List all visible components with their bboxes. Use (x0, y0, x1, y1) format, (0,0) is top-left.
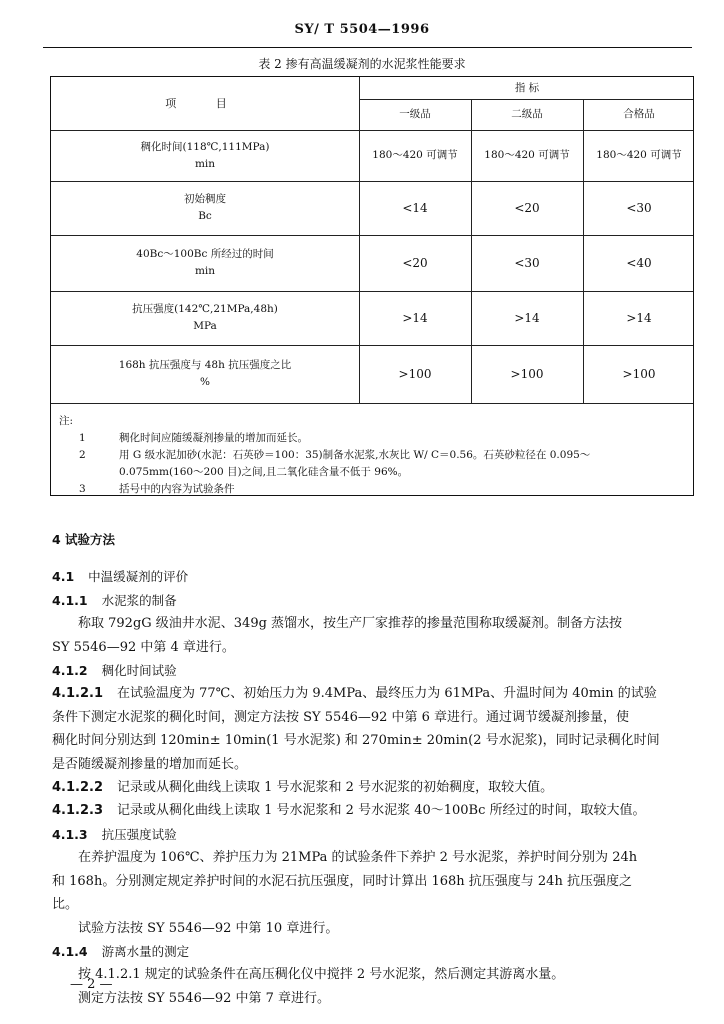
clause-text: 记录或从稠化曲线上读取 1 号水泥浆和 2 号水泥浆的初始稠度，取较大值。 (117, 780, 554, 796)
paragraph: 在养护温度为 106℃、养护压力为 21MPa 的试验条件下养护 2 号水泥浆，养护时间分别为 24h (78, 850, 638, 866)
note-number: 3 (79, 483, 86, 495)
table-cell: <30 (626, 200, 652, 215)
table-notes (59, 413, 689, 498)
table-cell: >100 (398, 366, 432, 381)
table-cell: >100 (510, 366, 544, 381)
section-number: 4.1.3 (52, 826, 88, 842)
paragraph: 试验方法按 SY 5546—92 中第 10 章进行。 (78, 920, 339, 936)
clause-4-1-2-3 (52, 799, 712, 822)
table-cell: >100 (622, 366, 656, 381)
note-item (59, 430, 689, 447)
row-unit: min (194, 157, 216, 170)
table-cell: <14 (402, 200, 428, 215)
section-number: 4.1 (52, 569, 75, 585)
paragraph: 测定方法按 SY 5546—92 中第 7 章进行。 (78, 990, 331, 1006)
section-title: 稠化时间试验 (101, 663, 177, 679)
notes-label: 注: (59, 415, 74, 427)
table-cell: <20 (514, 200, 540, 215)
section-number: 4.1.2.3 (52, 803, 103, 819)
column-header-indicators: 指 标 (514, 81, 540, 94)
table-row-label (51, 291, 359, 345)
section-title: 游离水量的测定 (101, 943, 190, 959)
table-rule (51, 403, 693, 404)
note-number: 2 (79, 449, 86, 461)
table-cell: 180～420 可调节 (596, 149, 682, 161)
section-number: 4.1.4 (52, 943, 88, 959)
standard-code-header: SY/ T 5504—1996 (294, 22, 430, 37)
column-header-grade-3: 合格品 (623, 108, 655, 120)
column-header-grade-2: 二级品 (511, 108, 543, 120)
table-row-label (51, 345, 359, 403)
paragraph-continued: 是否随缓凝剂掺量的增加而延长。 (52, 756, 248, 772)
note-text: 稠化时间应随缓凝剂掺量的增加而延长。 (119, 432, 308, 444)
row-unit: % (200, 376, 210, 388)
table-cell: 180～420 可调节 (484, 149, 570, 161)
paragraph-continued: SY 5546—92 中第 4 章进行。 (52, 639, 235, 655)
row-name: 抗压强度(142℃,21MPa,48h) (132, 303, 278, 315)
table-cell: >14 (514, 310, 540, 325)
table-cell: <40 (626, 255, 652, 270)
paragraph-continued: 和 168h。分别测定规定养护时间的水泥石抗压强度，同时计算出 168h 抗压强度与 24h 抗压强度之 (52, 873, 632, 889)
note-item (59, 481, 689, 498)
section-title: 水泥浆的制备 (101, 592, 177, 608)
page-number: — 2 — (70, 977, 113, 992)
table-row-label (51, 130, 359, 181)
header-divider (43, 47, 692, 48)
note-item (59, 447, 689, 464)
row-name: 稠化时间(118℃,111MPa) (140, 140, 270, 153)
clause-text: 在试验温度为 77℃、初始压力为 9.4MPa、最终压力为 61MPa、升温时间为 40min 的试验 (117, 686, 657, 702)
table-cell: <30 (514, 255, 540, 270)
row-name: 40Bc～100Bc 所经过的时间 (136, 248, 274, 260)
paragraph-continued: 条件下测定水泥浆的稠化时间，测定方法按 SY 5546—92 中第 6 章进行。通过调节缓凝剂掺量，使 (52, 709, 630, 725)
note-text-continued: 0.075mm(160～200 目)之间,且二氧化硅含量不低于 96%。 (119, 466, 409, 478)
row-name: 初始稠度 (184, 193, 226, 205)
clause-4-1-2-1 (52, 682, 712, 705)
paragraph-continued: 比。 (52, 897, 79, 913)
column-header-item: 项 目 (165, 97, 245, 110)
column-header-grade-1: 一级品 (399, 108, 431, 120)
section-number: 4.1.2 (52, 663, 88, 679)
requirements-table (50, 76, 694, 496)
row-unit: MPa (193, 320, 217, 332)
table-cell: >14 (402, 310, 428, 325)
note-number: 1 (79, 432, 86, 444)
section-heading-4-1-4 (52, 940, 712, 963)
table-row-label (51, 235, 359, 291)
table-cell: 180～420 可调节 (372, 149, 458, 161)
section-heading-4-1-2 (52, 659, 712, 682)
paragraph: 按 4.1.2.1 规定的试验条件在高压稠化仪中搅拌 2 号水泥浆，然后测定其游离水量。 (78, 967, 565, 983)
table-caption: 表 2 掺有高温缓凝剂的水泥浆性能要求 (258, 57, 466, 71)
section-number: 4.1.1 (52, 592, 88, 608)
section-heading-4: 4 试验方法 (52, 532, 116, 547)
note-text: 括号中的内容为试验条件 (119, 483, 235, 495)
clause-text: 记录或从稠化曲线上读取 1 号水泥浆和 2 号水泥浆 40～100Bc 所经过的时间，取较大值。 (117, 803, 646, 819)
section-title: 抗压强度试验 (101, 826, 177, 842)
document-body (52, 528, 712, 1010)
table-cell: <20 (402, 255, 428, 270)
section-title: 中温缓凝剂的评价 (88, 569, 189, 585)
section-heading-4-1 (52, 565, 712, 588)
table-cell: >14 (626, 310, 652, 325)
row-unit: Bc (198, 210, 212, 222)
row-unit: min (194, 265, 216, 277)
section-number: 4.1.2.2 (52, 780, 103, 796)
row-name: 168h 抗压强度与 48h 抗压强度之比 (118, 359, 292, 371)
note-text: 用 G 级水泥加砂(水泥：石英砂＝100：35)制备水泥浆,水灰比 W/ C＝0.56。石英砂粒径在 0.095～ (119, 449, 591, 461)
section-number: 4.1.2.1 (52, 686, 103, 702)
paragraph-continued: 稠化时间分别达到 120min± 10min(1 号水泥浆) 和 270min± 20min(2 号水泥浆)，同时记录稠化时间 (52, 733, 660, 749)
section-heading-4-1-3 (52, 823, 712, 846)
section-heading-4-1-1 (52, 589, 712, 612)
clause-4-1-2-2 (52, 776, 712, 799)
paragraph: 称取 792gG 级油井水泥、349g 蒸馏水，按生产厂家推荐的掺量范围称取缓凝剂。制备方法按 (78, 616, 623, 632)
table-row-label (51, 181, 359, 235)
